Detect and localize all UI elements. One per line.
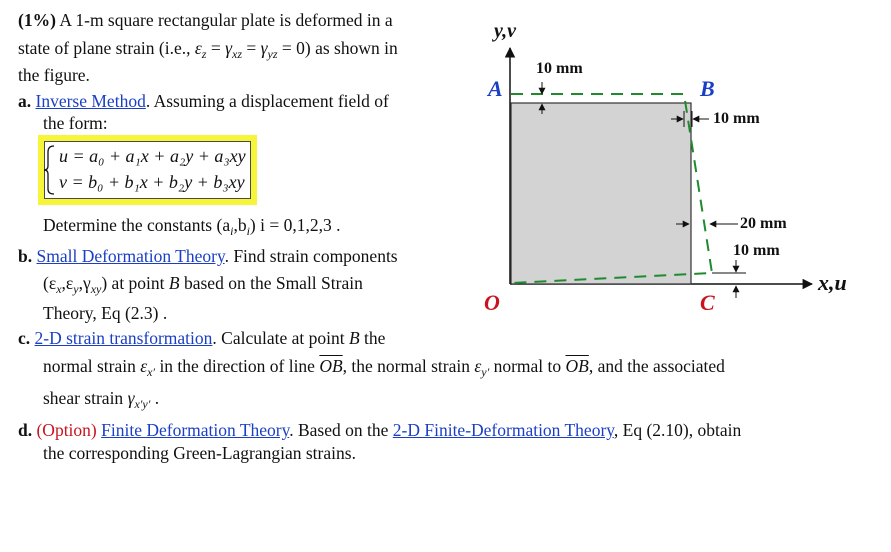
- plate: [511, 103, 691, 284]
- axis-x-label: x,u: [818, 270, 847, 295]
- dim-bottom-label: 10 mm: [733, 242, 780, 259]
- equation-v: v = b₀ + b₁x + b₂y + b₃xy: [59, 172, 245, 192]
- finite-deformation-link[interactable]: Finite Deformation Theory: [101, 420, 290, 440]
- finite-deformation-2d-link[interactable]: 2-D Finite-Deformation Theory: [392, 420, 614, 440]
- part-c-line-3: shear strain $\gamma_{x'y'}$ .: [43, 388, 160, 411]
- part-d-line-2: the corresponding Green-Lagrangian strains.: [43, 443, 356, 463]
- axis-y-label: y,v: [494, 20, 517, 42]
- problem-line-2: state of plane strain (i.e., $\varepsilon_z = \gamma_{xz} = \gamma_{yz} = 0$) as shown in: [18, 38, 398, 61]
- inverse-method-link[interactable]: Inverse Method: [35, 91, 146, 111]
- problem-header: (1%) A 1-m square rectangular plate is deformed in a: [18, 10, 393, 30]
- dim-top-label: 10 mm: [536, 60, 583, 77]
- equation-u: u = a₀ + a₁x + a₂y + a₃xy: [59, 146, 246, 166]
- determine-constants: Determine the constants $(a_i,b_i) i = 0,1,2,3$ .: [43, 215, 341, 238]
- part-c-line-2: normal strain $\varepsilon_{x'}$ in the direction of line $\overline{OB}$, the normal strain $\varepsilon_{y'}$ normal to $\overline{OB}$, and the associated: [43, 356, 725, 379]
- origin-label: O: [484, 290, 500, 315]
- point-b-label: B: [700, 76, 715, 101]
- dim-right-top-label: 10 mm: [713, 110, 760, 127]
- part-c-line-1: c. 2-D strain transformation. Calculate at point B the: [18, 328, 386, 348]
- problem-line-3: the figure.: [18, 65, 90, 85]
- dim-mid-label: 20 mm: [740, 215, 787, 232]
- part-b-line-1: b. Small Deformation Theory. Find strain components: [18, 246, 398, 266]
- part-a-line-1: a. Inverse Method. Assuming a displacement field of: [18, 91, 389, 111]
- point-a-label: A: [488, 76, 503, 101]
- part-a-line-2: the form:: [43, 113, 108, 133]
- part-b-line-2: $(\varepsilon_x,\varepsilon_y,\gamma_{xy})$ at point B based on the Small Strain: [43, 273, 363, 296]
- strain-transformation-link[interactable]: 2-D strain transformation: [34, 328, 213, 348]
- small-deformation-link[interactable]: Small Deformation Theory: [36, 246, 225, 266]
- part-b-line-3: Theory, Eq (2.3) .: [43, 303, 168, 323]
- point-c-label: C: [700, 290, 715, 315]
- part-d-line-1: d. (Option) Finite Deformation Theory. Based on the 2-D Finite-Deformation Theory, Eq (2.10), obtain: [18, 420, 742, 440]
